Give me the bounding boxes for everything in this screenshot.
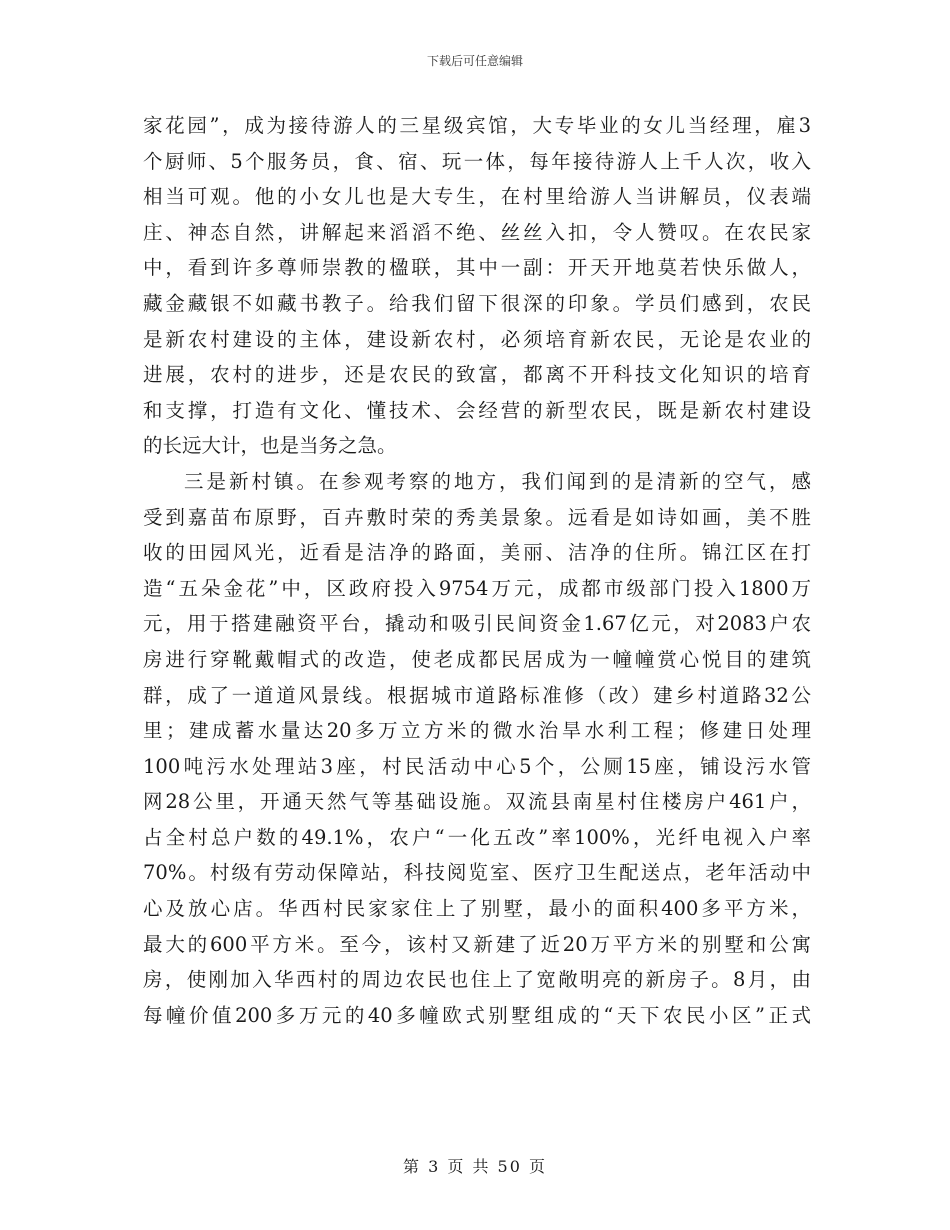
page-number-footer: 第 3 页 共 50 页: [403, 1157, 547, 1176]
text-line: 群，成了一道道风景线。根据城市道路标准修（改）建乡村道路32公: [143, 683, 811, 707]
text-line: 房进行穿靴戴帽式的改造，使老成都民居成为一幢幢赏心悦目的建筑: [143, 647, 811, 671]
text-line: 中，看到许多尊师崇教的楹联，其中一副：开天开地莫若快乐做人，: [143, 256, 811, 280]
text-line: 家花园”，成为接待游人的三星级宾馆，大专毕业的女儿当经理，雇3: [143, 114, 811, 137]
text-line: 心及放心店。华西村民家家住上了别墅，最小的面积400多平方米，: [143, 897, 811, 921]
text-line: 收的田园风光，近看是洁净的路面，美丽、洁净的住所。锦江区在打: [143, 541, 811, 565]
text-line: 元，用于搭建融资平台，撬动和吸引民间资金1.67亿元，对2083户农: [143, 612, 811, 636]
text-line: 和支撑，打造有文化、懂技术、会经营的新型农民，既是新农村建设: [143, 398, 811, 422]
page-header: 下载后可任意编辑: [426, 54, 523, 68]
text-line: 是新农村建设的主体，建设新农村，必须培育新农民，无论是农业的: [143, 327, 811, 351]
text-line: 占全村总户数的49.1%，农户“一化五改”率100%，光纤电视入户率: [143, 825, 811, 849]
text-line: 里；建成蓄水量达20多万立方米的微水治旱水利工程；修建日处理: [143, 719, 811, 743]
text-line: 的长远大计，也是当务之急。: [143, 434, 397, 458]
text-line: 藏金藏银不如藏书教子。给我们留下很深的印象。学员们感到，农民: [143, 291, 811, 315]
text-line: 网28公里，开通天然气等基础设施。双流县南星村住楼房户461户，: [143, 790, 811, 814]
text-line: 个厨师、5个服务员，食、宿、玩一体，每年接待游人上千人次，收入: [143, 149, 811, 173]
text-line: 相当可观。他的小女儿也是大专生，在村里给游人当讲解员，仪表端: [143, 185, 811, 209]
text-line: 最大的600平方米。至今，该村又新建了近20万平方米的别墅和公寓: [143, 932, 811, 956]
text-line: 100吨污水处理站3座，村民活动中心5个，公厕15座，铺设污水管: [143, 754, 811, 778]
body-text: [143, 108, 811, 1033]
text-line: 受到嘉苗布原野，百卉敷时荣的秀美景象。远看是如诗如画，美不胜: [143, 505, 811, 529]
text-line: 庄、神态自然，讲解起来滔滔不绝、丝丝入扣，令人赞叹。在农民家: [143, 220, 811, 244]
text-line: 进展，农村的进步，还是农民的致富，都离不开科技文化知识的培育: [143, 363, 811, 387]
text-line: 造“五朵金花”中，区政府投入9754万元，成都市级部门投入1800万: [143, 576, 811, 600]
text-line: 每幢价值200多万元的40多幢欧式别墅组成的“天下农民小区”正式: [143, 1003, 811, 1027]
text-line: 70%。村级有劳动保障站，科技阅览室、医疗卫生配送点，老年活动中: [143, 861, 811, 885]
paragraph-first-line: 三是新村镇。在参观考察的地方，我们闻到的是清新的空气，感: [184, 469, 811, 493]
text-line: 房，使刚加入华西村的周边农民也住上了宽敞明亮的新房子。8月，由: [143, 968, 811, 992]
